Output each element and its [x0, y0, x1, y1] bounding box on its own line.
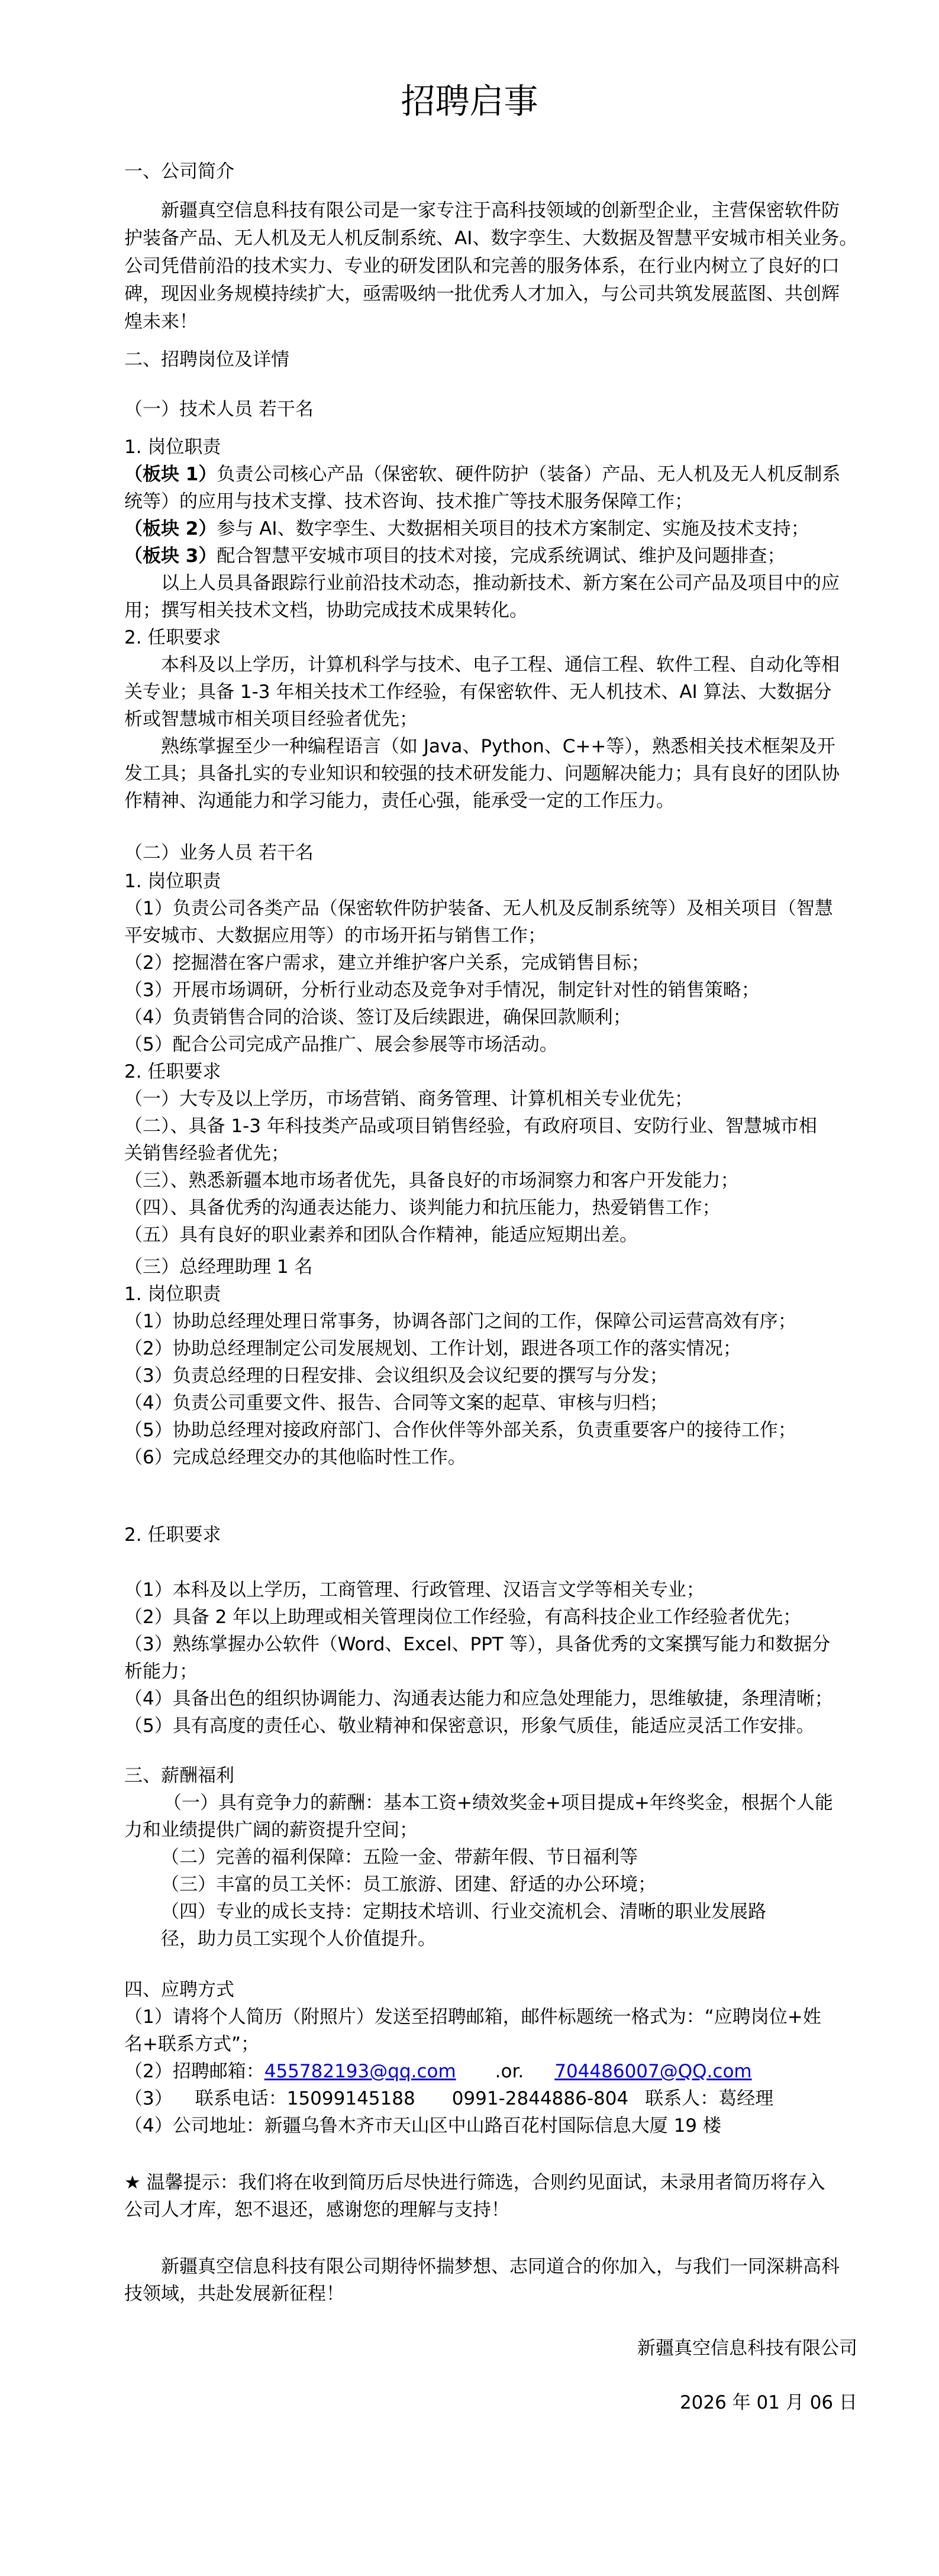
block-text: 配合智慧平安城市项目的技术对接，完成系统调试、维护及问题排查；: [217, 545, 786, 567]
phone-1: 15099145188: [286, 2088, 415, 2109]
req-heading: 2. 任职要求: [124, 627, 221, 648]
benefit-item: 径，助力员工实现个人价值提升。: [161, 1928, 436, 1950]
intro-line: 新疆真空信息科技有限公司是一家专注于高科技领域的创新型企业，主营保密软件防: [161, 200, 840, 221]
sales-req: （一）大专及以上学历，市场营销、商务管理、计算机相关专业优先；: [124, 1088, 693, 1110]
tech-req: 析或智慧城市相关项目经验者优先；: [124, 709, 418, 730]
duty-heading: 1. 岗位职责: [124, 1284, 221, 1305]
tech-req: 本科及以上学历，计算机科学与技术、电子工程、通信工程、软件工程、自动化等相: [161, 654, 840, 675]
sales-req: （五）具有良好的职业素养和团队合作精神，能适应短期出差。: [124, 1224, 638, 1246]
phone-label: 联系电话：: [195, 2088, 287, 2109]
assistant-req: （3）熟练掌握办公软件（Word、Excel、PPT 等），具备优秀的文案撰写能力和数据分: [124, 1634, 831, 1655]
position-heading-tech: （一）技术人员 若干名: [124, 399, 314, 420]
section-heading-company: 一、公司简介: [124, 161, 234, 182]
position-heading-assistant: （三）总经理助理 1 名: [124, 1256, 313, 1278]
email-link-2[interactable]: 704486007@QQ.com: [554, 2061, 752, 2082]
assistant-duty: （3）负责总经理的日程安排、会议组织及会议纪要的撰写与分发；: [124, 1365, 668, 1386]
block-label: （板块 3）: [124, 545, 217, 567]
benefit-item: （一）具有竞争力的薪酬：基本工资+绩效奖金+项目提成+年终奖金，根据个人能: [163, 1792, 833, 1814]
assistant-duty: （2）协助总经理制定公司发展规划、工作计划，跟进各项工作的落实情况；: [124, 1338, 741, 1359]
assistant-duty: （1）协助总经理处理日常事务，协调各部门之间的工作，保障公司运营高效有序；: [124, 1311, 796, 1332]
benefit-item: （二）完善的福利保障：五险一金、带薪年假、节日福利等: [161, 1847, 638, 1868]
block-text: 负责公司核心产品（保密软、硬件防护（装备）产品、无人机及无人机反制系: [217, 464, 841, 485]
tech-req: 发工具；具备扎实的专业知识和较强的技术研发能力、问题解决能力；具有良好的团队协: [124, 763, 840, 784]
tech-block-1-cont: 统等）的应用与技术支撑、技术咨询、技术推广等技术服务保障工作；: [124, 491, 693, 512]
contact-name: 葛经理: [718, 2088, 774, 2109]
assistant-req: （4）具备出色的组织协调能力、沟通表达能力和应急处理能力，思维敏捷，条理清晰；: [124, 1688, 833, 1709]
signature-date: 2026 年 01 月 06 日: [679, 2392, 857, 2413]
position-heading-sales: （二）业务人员 若干名: [124, 842, 314, 864]
contact-label: 联系人：: [645, 2088, 719, 2109]
tech-extra: 以上人员具备跟踪行业前沿技术动态，推动新技术、新方案在公司产品及项目中的应: [161, 573, 840, 594]
phone-num: （3）: [124, 2088, 173, 2109]
closing-line: 新疆真空信息科技有限公司期待怀揣梦想、志同道合的你加入，与我们一同深耕高科: [161, 2256, 840, 2277]
intro-line: 护装备产品、无人机及无人机反制系统、AI、数字孪生、大数据及智慧平安城市相关业务。: [124, 228, 858, 249]
block-text: 参与 AI、数字孪生、大数据相关项目的技术方案制定、实施及技术支持；: [217, 518, 809, 539]
assistant-duty: （4）负责公司重要文件、报告、合同等文案的起草、审核与归档；: [124, 1392, 668, 1414]
tech-req: 关专业；具备 1-3 年相关技术工作经验，有保密软件、无人机技术、AI 算法、大数据分: [124, 681, 832, 703]
benefit-item: 力和业绩提供广阔的薪资提升空间；: [124, 1819, 418, 1841]
section-heading-positions: 二、招聘岗位及详情: [124, 349, 289, 370]
signature-company: 新疆真空信息科技有限公司: [637, 2338, 857, 2359]
tech-extra-cont: 用；撰写相关技术文档，协助完成技术成果转化。: [124, 600, 528, 621]
tip-line: 公司人才库，恕不退还，感谢您的理解与支持！: [124, 2199, 509, 2221]
duty-heading: 1. 岗位职责: [124, 871, 221, 892]
intro-line: 公司凭借前沿的技术实力、专业的研发团队和完善的服务体系，在行业内树立了良好的口: [124, 256, 840, 277]
block-label: （板块 2）: [124, 518, 217, 539]
assistant-req: 析能力；: [124, 1661, 198, 1682]
sales-duty: （2）挖掘潜在客户需求，建立并维护客户关系，完成销售目标；: [124, 952, 650, 974]
sales-duty: （3）开展市场调研，分析行业动态及竞争对手情况，制定针对性的销售策略；: [124, 980, 760, 1001]
apply-item: （1）请将个人简历（附照片）发送至招聘邮箱，邮件标题统一格式为：“应聘岗位+姓: [124, 2006, 821, 2028]
sales-req: 关销售经验者优先；: [124, 1143, 289, 1164]
sales-duty: （4）负责销售合同的洽谈、签订及后续跟进，确保回款顺利；: [124, 1007, 631, 1028]
tech-block-3: [124, 543, 846, 569]
tech-req: 作精神、沟通能力和学习能力，责任心强，能承受一定的工作压力。: [124, 790, 675, 812]
sales-req: （三）、熟悉新疆本地市场者优先，具备良好的市场洞察力和客户开发能力；: [124, 1170, 739, 1191]
duty-heading: 1. 岗位职责: [124, 437, 221, 458]
assistant-req: （5）具有高度的责任心、敬业精神和保密意识，形象气质佳，能适应灵活工作安排。: [124, 1715, 815, 1737]
sales-duty: （5）配合公司完成产品推广、展会参展等市场活动。: [124, 1034, 558, 1055]
assistant-duty: （6）完成总经理交办的其他临时性工作。: [124, 1447, 466, 1468]
req-heading: 2. 任职要求: [124, 1061, 221, 1082]
req-heading: 2. 任职要求: [124, 1524, 221, 1546]
benefit-item: （三）丰富的员工关怀：员工旅游、团建、舒适的办公环境；: [161, 1874, 656, 1895]
tech-req: 熟练掌握至少一种编程语言（如 Java、Python、C++等），熟悉相关技术框架及开: [161, 736, 835, 757]
or-separator: .or.: [495, 2061, 524, 2082]
sales-req: （二）、具备 1-3 年科技类产品或项目销售经验，有政府项目、安防行业、智慧城市相: [124, 1116, 817, 1137]
closing-line: 技领域，共赴发展新征程！: [124, 2283, 344, 2304]
apply-phone-row: [124, 2086, 846, 2112]
tip-line: ★ 温馨提示：我们将在收到简历后尽快进行筛选，合则约见面试，未录用者简历将存入: [124, 2172, 825, 2193]
section-heading-apply: 四、应聘方式: [124, 1979, 234, 2000]
apply-item: 名+联系方式”；: [124, 2034, 260, 2055]
tech-block-1: [124, 461, 846, 487]
apply-address: （4）公司地址：新疆乌鲁木齐市天山区中山路百花村国际信息大厦 19 楼: [124, 2115, 721, 2137]
sales-duty: （1）负责公司各类产品（保密软件防护装备、无人机及反制系统等）及相关项目（智慧: [124, 898, 833, 919]
page-title: 招聘启事: [401, 81, 538, 121]
section-heading-benefits: 三、薪酬福利: [124, 1765, 234, 1786]
phone-2: 0991-2844886-804: [451, 2088, 629, 2109]
assistant-req: （1）本科及以上学历，工商管理、行政管理、汉语言文学等相关专业；: [124, 1579, 705, 1601]
email-link-1[interactable]: 455782193@qq.com: [264, 2061, 456, 2082]
intro-line: 碑，现因业务规模持续扩大，亟需吸纳一批优秀人才加入，与公司共筑发展蓝图、共创辉: [124, 283, 840, 305]
email-label: （2）招聘邮箱：: [124, 2061, 264, 2082]
block-label: （板块 1）: [124, 464, 217, 485]
assistant-duty: （5）协助总经理对接政府部门、合作伙伴等外部关系，负责重要客户的接待工作；: [124, 1420, 796, 1441]
intro-line: 煌未来！: [124, 311, 198, 332]
apply-email-row: [124, 2058, 846, 2084]
sales-duty: 平安城市、大数据应用等）的市场开拓与销售工作；: [124, 925, 546, 946]
assistant-req: （2）具备 2 年以上助理或相关管理岗位工作经验，有高科技企业工作经验者优先；: [124, 1607, 802, 1628]
tech-block-2: [124, 516, 846, 542]
sales-req: （四）、具备优秀的沟通表达能力、谈判能力和抗压能力，热爱销售工作；: [124, 1197, 721, 1218]
benefit-item: （四）专业的成长支持：定期技术培训、行业交流机会、清晰的职业发展路: [161, 1901, 766, 1922]
